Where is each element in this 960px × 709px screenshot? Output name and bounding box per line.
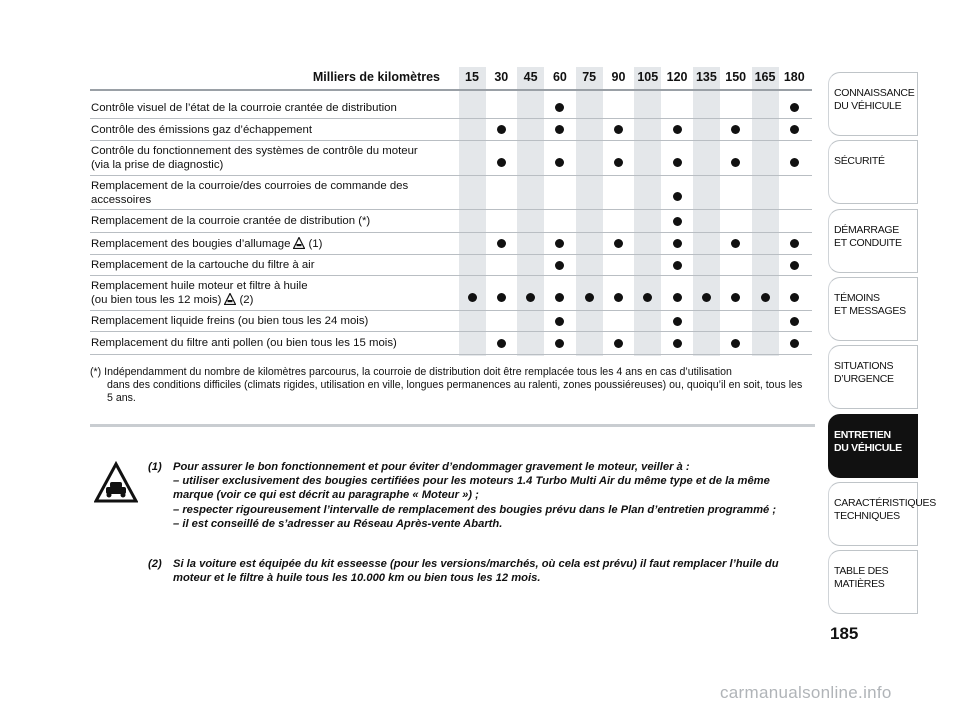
check-dot: [731, 339, 740, 348]
km-column-header: 165: [754, 70, 776, 84]
row-label: [91, 233, 456, 254]
check-dot: [614, 125, 623, 134]
check-dot: [497, 125, 506, 134]
tab-label: ENTRETIEN DU VÉHICULE: [834, 428, 902, 454]
check-dot: [673, 293, 682, 302]
tab-label: SÉCURITÉ: [834, 155, 885, 168]
footnote: [90, 366, 810, 405]
check-dot: [643, 293, 652, 302]
check-dot: [673, 261, 682, 270]
row-label-text: Remplacement de la courroie/des courroies de commande des: [91, 179, 409, 192]
row-label-text: (ou bien tous les 12 mois): [91, 294, 222, 306]
km-column-header: 45: [523, 70, 538, 84]
km-column-header: 75: [582, 70, 597, 84]
tab-label: TABLE DES MATIÈRES: [834, 565, 889, 591]
table-row: [90, 332, 812, 355]
tab-entretien[interactable]: [828, 414, 918, 478]
check-dot: [673, 317, 682, 326]
check-dot: [673, 339, 682, 348]
row-label-text: (via la prise de diagnostic): [91, 159, 224, 171]
check-dot: [614, 158, 623, 167]
check-dot: [497, 339, 506, 348]
note-1-line: – utiliser exclusivement des bougies certifiées pour les moteurs 1.4 Turbo Multi Air du même type et de la même marque (voir ce qui est décrit au paragraphe « Moteur ») ;: [173, 475, 770, 502]
page-number: 185: [830, 624, 859, 643]
check-dot: [614, 293, 623, 302]
row-label: [91, 176, 456, 209]
note-2-number: (2): [148, 558, 162, 570]
note-1-line: – il est conseillé de s’adresser au Réseau Après-vente Abarth.: [173, 517, 503, 530]
check-dot: [555, 239, 564, 248]
row-label: [91, 97, 456, 118]
tab-label: CARACTÉRISTIQUES TECHNIQUES: [834, 496, 936, 522]
check-dot: [790, 317, 799, 326]
check-dot: [614, 239, 623, 248]
row-label-text: Remplacement huile moteur et filtre à huile: [91, 280, 308, 292]
row-label-text: Remplacement des bougies d’allumage: [91, 237, 291, 250]
km-column-header: 180: [783, 70, 805, 84]
check-dot: [731, 125, 740, 134]
table-row: [90, 176, 812, 210]
tab-caracteristiques[interactable]: [828, 482, 936, 546]
tab-securite[interactable]: [828, 140, 918, 204]
check-dot: [790, 239, 799, 248]
check-dot: [673, 217, 682, 226]
km-column-header: 60: [552, 70, 567, 84]
note-1-line: – respecter rigoureusement l’intervalle de remplacement des bougies prévu dans le Plan d’entretien programmé ;: [173, 503, 777, 516]
footnote-rest: dans des conditions difficiles (climats rigides, utilisation en ville, longues permanences au ralenti, zones poussiéreuses) ou, quoiqu’il en soit, tous les 5 ans.: [107, 379, 803, 404]
row-label: [91, 141, 456, 175]
row-label-text: Remplacement du filtre anti pollen (ou bien tous les 15 mois): [91, 337, 397, 349]
check-dot: [555, 317, 564, 326]
check-dot: [790, 125, 799, 134]
row-label-text: Remplacement de la courroie crantée de distribution (*): [91, 215, 371, 227]
check-dot: [614, 339, 623, 348]
row-label-text: Remplacement de la cartouche du filtre à air: [91, 259, 315, 271]
check-dot: [526, 293, 535, 302]
km-column-header: 15: [465, 70, 479, 84]
check-dot: [790, 158, 799, 167]
warning-triangle-icon: [293, 237, 305, 249]
check-dot: [468, 293, 477, 302]
tab-connaissance[interactable]: [828, 72, 918, 136]
row-label: [91, 255, 456, 275]
check-dot: [585, 293, 594, 302]
row-label-text: Contrôle du fonctionnement des systèmes de contrôle du moteur: [91, 145, 418, 157]
row-label: [91, 332, 456, 354]
note-1-line: Pour assurer le bon fonctionnement et pour éviter d’endommager gravement le moteur, veiller à :: [173, 461, 690, 473]
note-2-text: Si la voiture est équipée du kit esseesse (pour les versions/marchés, où cela est prévu) il faut remplacer l’huile du moteur et le filtre à huile tous les 10.000 km ou bien tous les 12 mois.: [173, 558, 779, 585]
tab-label: CONNAISSANCE DU VÉHICULE: [834, 87, 915, 112]
check-dot: [790, 293, 799, 302]
table-row: [90, 210, 812, 233]
check-dot: [555, 158, 564, 167]
check-dot: [673, 192, 682, 201]
table-row: [90, 119, 812, 141]
table-row: [90, 233, 812, 255]
check-dot: [555, 125, 564, 134]
check-dot: [731, 293, 740, 302]
row-label: [91, 119, 456, 140]
check-dot: [790, 261, 799, 270]
check-dot: [497, 239, 506, 248]
row-note-ref: (2): [239, 294, 254, 306]
check-dot: [790, 103, 799, 112]
check-dot: [555, 103, 564, 112]
table-row: [90, 141, 812, 176]
header-rule: [90, 89, 812, 91]
warning-triangle-icon: [224, 293, 236, 305]
check-dot: [702, 293, 711, 302]
check-dot: [497, 158, 506, 167]
tab-label: DÉMARRAGE ET CONDUITE: [834, 223, 902, 249]
row-note-ref: (1): [308, 237, 323, 250]
km-column-header: 150: [725, 70, 747, 84]
check-dot: [731, 239, 740, 248]
watermark: carmanualsonline.info: [720, 683, 892, 702]
row-label: [91, 311, 456, 331]
table-row: [90, 97, 812, 119]
row-label: [91, 210, 456, 232]
tab-label: SITUATIONS D’URGENCE: [834, 360, 894, 386]
km-column-header: 135: [695, 70, 717, 84]
note-1: [148, 460, 813, 531]
km-column-header: 90: [611, 70, 626, 84]
check-dot: [555, 261, 564, 270]
tab-demarrage[interactable]: [828, 209, 918, 273]
km-column-header: 30: [494, 70, 509, 84]
tab-situations[interactable]: [828, 345, 918, 409]
row-label-text: accessoires: [91, 193, 152, 206]
tab-label: TÉMOINS ET MESSAGES: [834, 291, 906, 317]
check-dot: [673, 239, 682, 248]
check-dot: [761, 293, 770, 302]
check-dot: [555, 339, 564, 348]
header-label: Milliers de kilomètres: [312, 70, 440, 84]
separator-line: [90, 424, 815, 427]
check-dot: [731, 158, 740, 167]
check-dot: [555, 293, 564, 302]
check-dot: [673, 125, 682, 134]
row-label-text: Contrôle des émissions gaz d’échappement: [91, 123, 312, 136]
check-dot: [497, 293, 506, 302]
footnote-first-line: (*) Indépendamment du nombre de kilomètres parcourus, la courroie de distribution doit être remplacée tous les 4 ans en cas d’utilisation: [90, 366, 732, 378]
check-dot: [673, 158, 682, 167]
row-label-text: Remplacement liquide freins (ou bien tous les 24 mois): [91, 315, 369, 327]
row-label: [91, 276, 456, 310]
note-2: [148, 557, 813, 585]
tab-temoins[interactable]: [828, 277, 918, 341]
table-row: [90, 276, 812, 311]
check-dot: [790, 339, 799, 348]
note-1-number: (1): [148, 461, 162, 473]
note-1-text: [148, 460, 813, 531]
table-row: [90, 311, 812, 332]
table-row: [90, 255, 812, 276]
engine-warning-icon: [94, 461, 138, 505]
km-column-header: 120: [666, 70, 688, 84]
tab-table-des[interactable]: [828, 550, 918, 614]
km-column-header: 105: [637, 70, 659, 84]
row-label-text: Contrôle visuel de l’état de la courroie crantée de distribution: [91, 101, 397, 114]
